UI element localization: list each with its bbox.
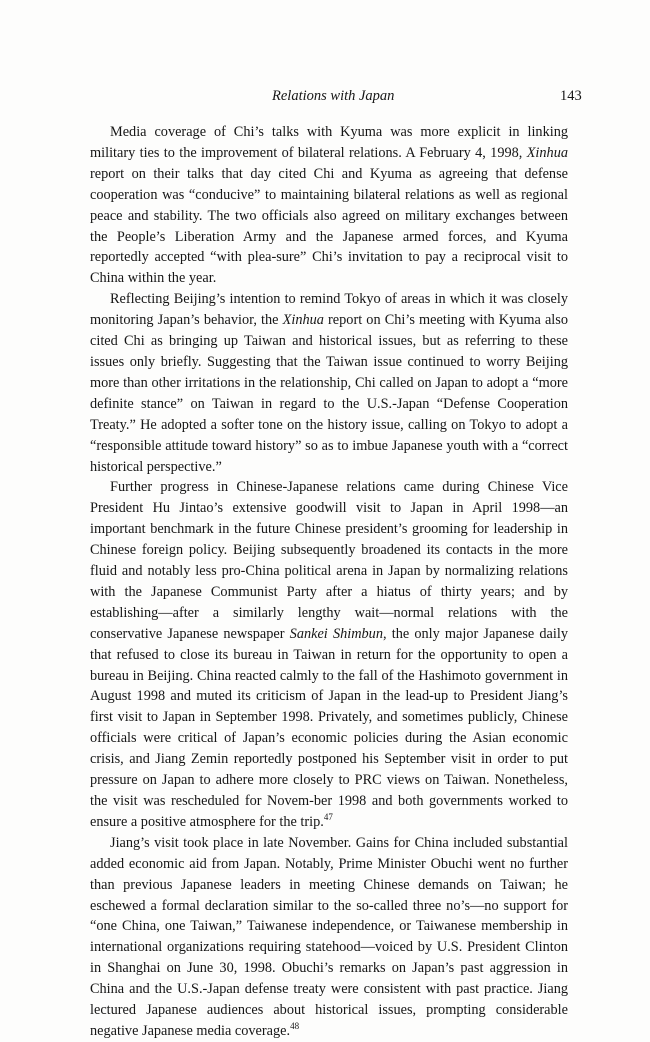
paragraph-text: Media coverage of Chi’s talks with Kyuma was more explicit in linking military ties to the improvement of bilateral relations. A February 4, 1998, Xinhua report on their talks that day cited Chi and Kyuma as agreeing that defense cooperation was “conducive” to maintaining bilateral relations as well as regional peace and stability. The two officials also agreed on military exchanges between the People’s Liberation Army and the Japanese armed forces, and Kyuma reportedly accepted “with plea-sure” Chi’s invitation to pay a reciprocal visit to China within the year. [90, 124, 568, 287]
running-head [0, 88, 650, 108]
paragraph [90, 122, 568, 289]
running-title: Relations with Japan [272, 88, 395, 104]
page-number: 143 [560, 88, 582, 104]
paragraph [90, 289, 568, 477]
paragraph-text: Jiang’s visit took place in late November. Gains for China included substantial added economic aid from Japan. Notably, Prime Minister Obuchi went no further than previous Japanese leaders in meeting Chinese demands on Taiwan; he eschewed a formal declaration similar to the so-called three no’s—no support for “one China, one Taiwan,” Taiwanese independence, or Taiwanese membership in international organizations requiring statehood—voiced by U.S. President Clinton in Shanghai on June 30, 1998. Obuchi’s remarks on Japan’s past aggression in China and the U.S.-Japan defense treaty were consistent with past practice. Jiang lectured Japanese audiences about historical issues, prompting considerable negative Japanese media coverage. [90, 834, 568, 1039]
body-text [90, 122, 568, 1042]
paragraph-text: Further progress in Chinese-Japanese relations came during Chinese Vice President Hu Jintao’s extensive goodwill visit to Japan in April 1998—an important benchmark in the future Chinese president’s grooming for leadership in Chinese foreign policy. Beijing subsequently broadened its contacts in the more fluid and notably less pro-China political arena in Japan by normalizing relations with the Japanese Communist Party after a hiatus of thirty years; and by establishing—after a similarly lengthy wait—normal relations with the conservative Japanese newspaper Sankei Shimbun, the only major Japanese daily that refused to close its bureau in Taiwan in return for the opportunity to open a bureau in Beijing. China reacted calmly to the fall of the Hashimoto government in August 1998 and muted its criticism of Japan in the lead-up to President Jiang’s first visit to Japan in September 1998. Privately, and sometimes publicly, Chinese officials were critical of Japan’s economic policies during the Asian economic crisis, and Jiang Zemin reportedly postponed his September visit in order to put pressure on Japan to adhere more closely to PRC views on Taiwan. Nonetheless, the visit was rescheduled for Novem-ber 1998 and both governments worked to ensure a positive atmosphere for the trip. [90, 479, 568, 830]
paragraph [90, 477, 568, 832]
footnote-marker: 48 [290, 1021, 300, 1032]
paragraph [90, 833, 568, 1042]
paragraph-text: Reflecting Beijing’s intention to remind Tokyo of areas in which it was closely monitoring Japan’s behavior, the Xinhua report on Chi’s meeting with Kyuma also cited Chi as bringing up Taiwan and historical issues, but as referring to these issues only briefly. Suggesting that the Taiwan issue continued to worry Beijing more than other irritations in the relationship, Chi called on Japan to adopt a “more definite stance” on Taiwan in regard to the U.S.-Japan “Defense Cooperation Treaty.” He adopted a softer tone on the history issue, calling on Tokyo to adopt a “responsible attitude toward history” so as to imbue Japanese youth with a “correct historical perspective.” [90, 291, 568, 475]
footnote-marker: 47 [323, 812, 333, 823]
